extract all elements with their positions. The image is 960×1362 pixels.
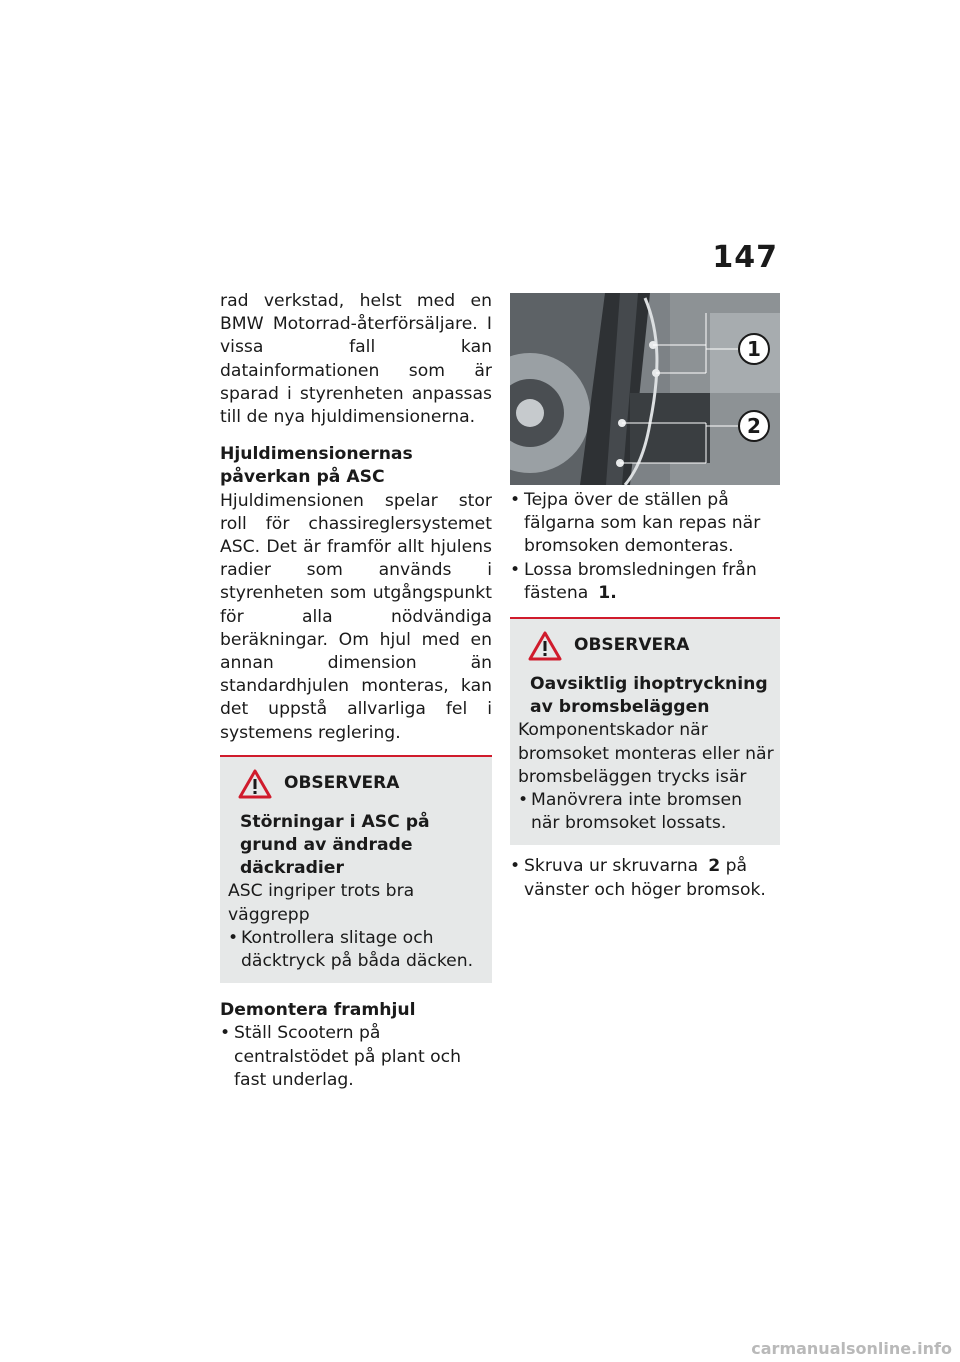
step-list (220, 1022, 492, 1092)
notice-bullets (518, 789, 774, 835)
reference-number: 2 (708, 856, 721, 877)
list-item: • Kontrollera slitage och däcktryck på båda däcken. (228, 927, 486, 973)
page-number: 147 (712, 240, 778, 275)
list-item: • Manövrera inte bromsen när bromsoket lossats. (518, 789, 774, 835)
notice-bullets (228, 927, 486, 973)
heading-remove-front-wheel: Demontera framhjul (220, 1000, 416, 1021)
left-column (220, 290, 492, 1092)
heading-wheel-dimensions: Hjuldimensionernas påverkan på ASC (220, 444, 413, 488)
notice-line: ASC ingriper trots bra väggrepp (228, 881, 415, 925)
intro-paragraph: rad verkstad, helst med en BMW Motorrad-återförsäljare. I vissa fall kan datainformationen som är sparad i styrenheten anpassas till de nya hjuldimensionerna. (220, 291, 492, 428)
watermark: carmanualsonline.info (751, 1339, 952, 1358)
notice-line: Komponentskador när bromsoket monteras eller när bromsbeläggen trycks isär (518, 720, 774, 787)
notice-box-brake (510, 617, 780, 845)
list-item: • Lossa bromsledningen från fästena 1. (510, 559, 780, 605)
step-list (510, 489, 780, 605)
warning-triangle-icon (238, 769, 272, 799)
notice-label: OBSERVERA (284, 773, 400, 794)
list-item: • Tejpa över de ställen på fälgarna som kan repas när bromsoken demonteras. (510, 489, 780, 559)
notice-title: Störningar i ASC på grund av ändrade däckradier (240, 811, 430, 879)
list-item: • Ställ Scootern på centralstödet på plant och fast underlag. (220, 1022, 492, 1092)
notice-label: OBSERVERA (574, 635, 690, 656)
brake-caliper-photo (510, 293, 780, 485)
list-item: • Skruva ur skruvarna 2 på vänster och höger bromsok. (510, 855, 780, 901)
asc-paragraph: Hjuldimensionen spelar stor roll för chassireglersystemet ASC. Det är framför allt hjulens radier som används i styrenheten som utgångspunkt för alla nödvändiga beräkningar. Om hjul med en annan dimension än standardhjulen monteras, kan det uppstå allvarliga fel i systemens reglering. (220, 490, 492, 743)
notice-title: Oavsiktlig ihoptryckning av bromsbeläggen (530, 674, 768, 718)
callout-2: 2 (747, 414, 761, 438)
reference-number: 1. (598, 582, 617, 603)
right-column (510, 293, 780, 902)
callout-1: 1 (747, 337, 761, 361)
step-list (510, 855, 780, 901)
warning-triangle-icon (528, 631, 562, 661)
notice-box-asc (220, 755, 492, 983)
